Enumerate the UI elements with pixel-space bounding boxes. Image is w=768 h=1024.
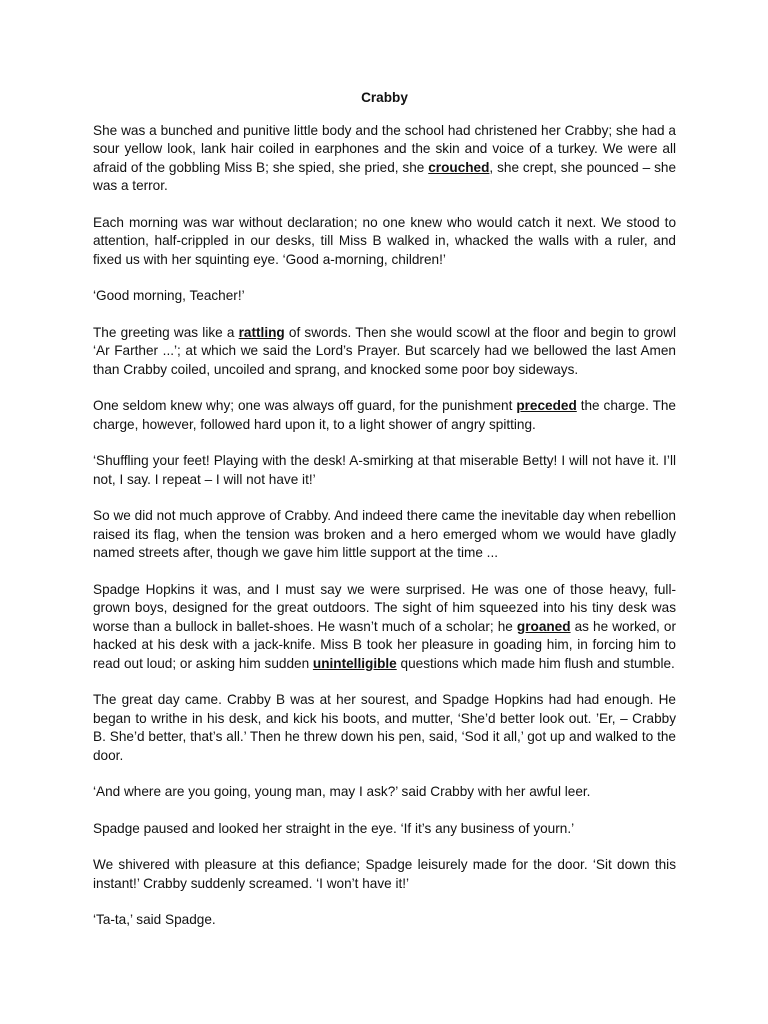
paragraph — [93, 122, 676, 196]
vocabulary-word: unintelligible — [312, 655, 397, 671]
paragraph — [93, 856, 676, 893]
paragraph — [93, 911, 676, 930]
paragraph-text: The great day came. Crabby B was at her sourest, and Spadge Hopkins had had enough. He began to writhe in his desk, and kick his boots, and mutter, ‘She’d better look out. ’Er, – Crabby B. She’d better, that’s all.’ Then he threw down his pen, said, ‘Sod it all,’ got up and walked to the door. — [93, 692, 676, 763]
paragraph-text: One seldom knew why; one was always off guard, for the punishment — [93, 398, 517, 413]
paragraph-text: ‘Shuffling your feet! Playing with the desk! A-smirking at that miserable Betty! I will not have it. I’ll not, I say. I repeat – I will not have it!’ — [93, 453, 676, 487]
paragraph-text: Spadge Hopkins it was, and I must say we were surprised. He was one of those heavy, full-grown boys, designed for the great outdoors. The sight of him squeezed into his tiny desk was worse than a bullock in ballet-shoes. He wasn’t much of a scholar; he — [93, 581, 676, 634]
document-page — [93, 89, 676, 948]
paragraph-text: of swords. Then she would scowl at the floor and begin to growl ‘Ar Farther ...’; at which we said the Lord’s Prayer. But scarcely had we bellowed the last Amen than Crabby coiled, uncoiled and sprang, and knocked some poor boy sideways. — [93, 324, 676, 377]
paragraph-text: , she crept, she pounced – she was a terror. — [93, 159, 676, 193]
paragraph — [93, 397, 676, 434]
paragraph — [93, 287, 676, 306]
paragraph-text: We shivered with pleasure at this defiance; Spadge leisurely made for the door. ‘Sit down this instant!’ Crabby suddenly screamed. ‘I won’t have it!’ — [93, 857, 676, 891]
paragraph-text: ‘Good morning, Teacher!’ — [93, 288, 245, 303]
paragraph-text: She was a bunched and punitive little body and the school had christened her Crabby; she had a sour yellow look, lank hair coiled in earphones and the skin and voice of a turkey. We were all afraid of the gobbling Miss B; she spied, she pried, she — [93, 122, 676, 175]
story-body — [93, 122, 676, 930]
paragraph-text: as he worked, or hacked at his desk with a jack-knife. Miss B took her pleasure in goading him, in forcing him to read out loud; or asking him sudden — [93, 618, 676, 671]
paragraph-text: So we did not much approve of Crabby. And indeed there came the inevitable day when rebellion raised its flag, when the tension was broken and a hero emerged whom we would have gladly named streets after, though we gave him little support at the time ... — [93, 508, 676, 560]
document-title: Crabby — [361, 90, 408, 105]
paragraph — [93, 820, 676, 839]
paragraph-text: ‘And where are you going, young man, may I ask?’ said Crabby with her awful leer. — [93, 784, 591, 799]
vocabulary-word: crouched — [428, 159, 490, 175]
paragraph-text: Spadge paused and looked her straight in the eye. ‘If it’s any business of yourn.’ — [93, 820, 575, 836]
paragraph-text: The greeting was like a — [93, 324, 239, 340]
paragraph — [93, 691, 676, 765]
vocabulary-word: groaned — [516, 618, 571, 634]
paragraph — [93, 783, 676, 802]
paragraph-text: questions which made him flush and stumble. — [396, 655, 675, 671]
paragraph-text: the charge. The charge, however, followed hard upon it, to a light shower of angry spitting. — [93, 398, 676, 432]
paragraph — [93, 452, 676, 489]
paragraph — [93, 581, 676, 674]
vocabulary-word: rattling — [238, 324, 285, 340]
paragraph-text: Each morning was war without declaration; no one knew who would catch it next. We stood to attention, half-crippled in our desks, till Miss B walked in, whacked the walls with a ruler, and fixed us with her squinting eye. ‘Good a-morning, children!’ — [93, 214, 676, 267]
paragraph — [93, 324, 676, 380]
paragraph — [93, 214, 676, 270]
paragraph — [93, 507, 676, 563]
vocabulary-word: preceded — [516, 398, 577, 413]
paragraph-text: ‘Ta-ta,’ said Spadge. — [93, 912, 216, 927]
